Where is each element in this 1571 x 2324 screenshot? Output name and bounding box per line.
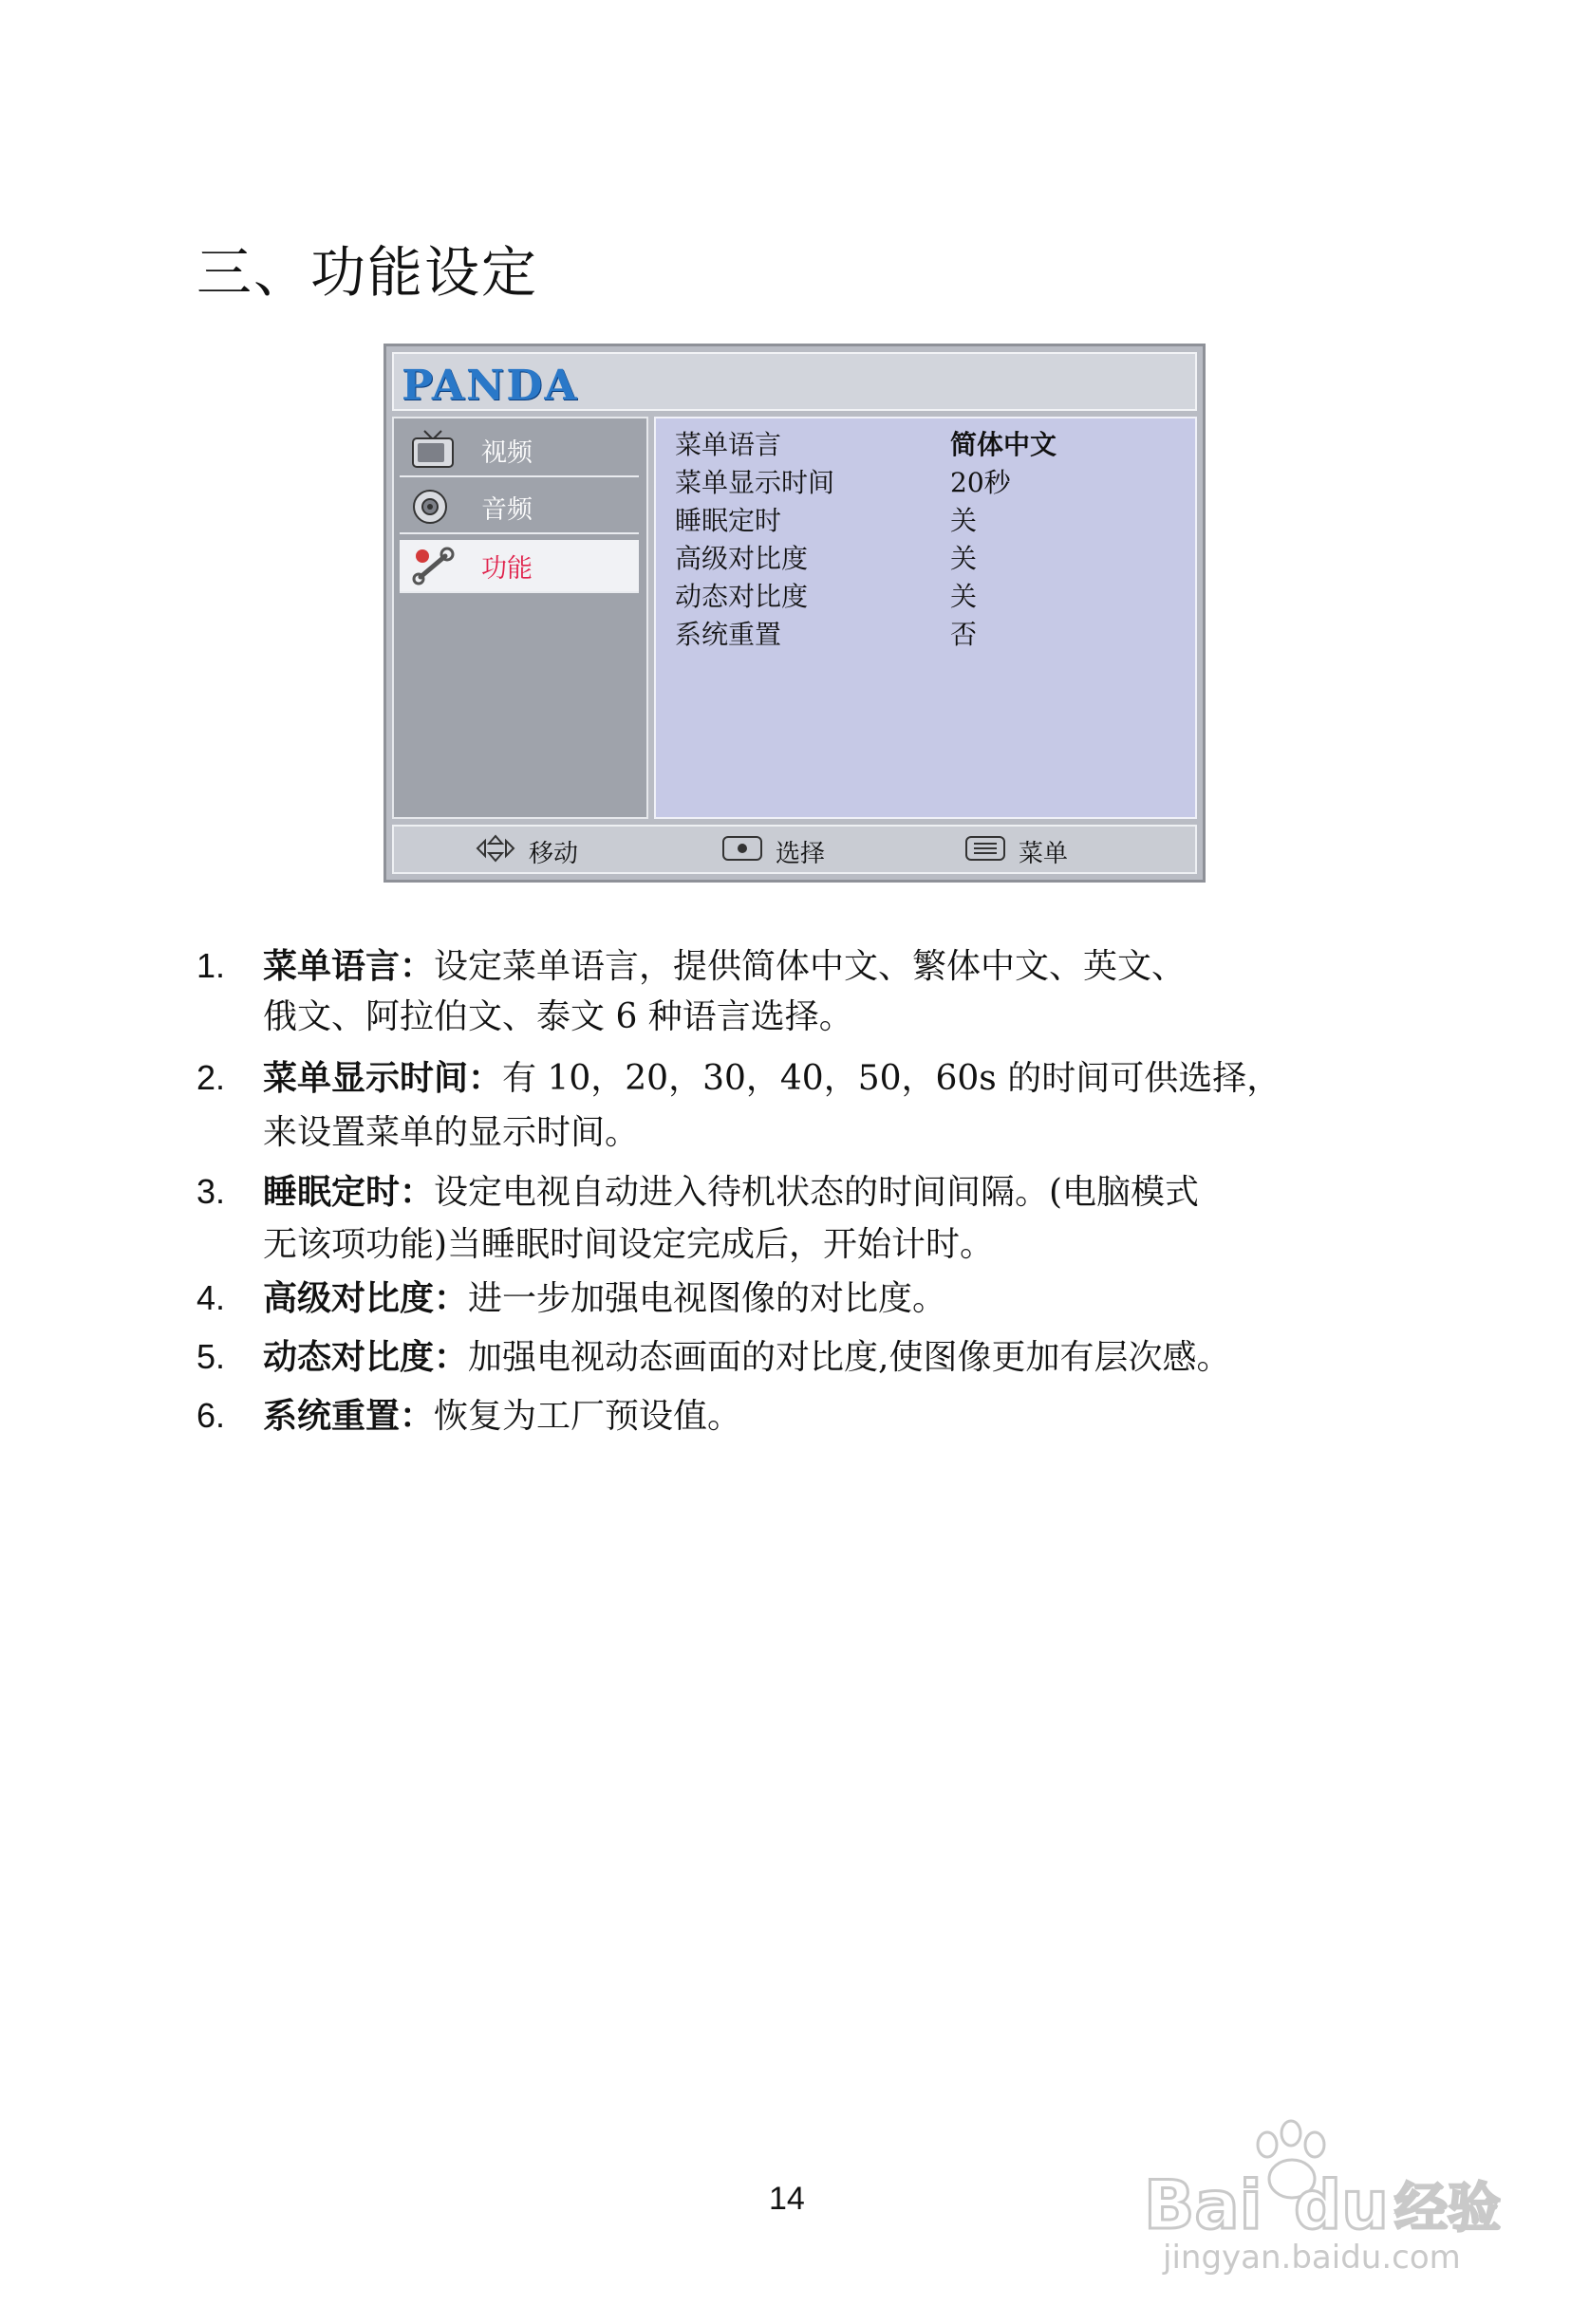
item-number: 3. <box>196 1172 226 1211</box>
menu-icon <box>963 834 1007 869</box>
setting-label: 菜单显示时间 <box>675 467 835 498</box>
speaker-icon <box>407 486 458 528</box>
side-item-audio[interactable] <box>400 481 639 534</box>
list-item-1-continuation: 俄文、阿拉伯文、泰文 6 种语言选择。 <box>263 997 853 1036</box>
osd-footer <box>392 825 1197 874</box>
setting-value: 简体中文 <box>950 429 1057 460</box>
svg-text:经验: 经验 <box>1394 2178 1501 2240</box>
item-text: 有 10，20，30，40，50，60s 的时间可供选择， <box>502 1059 1281 1098</box>
setting-value: 20秒 <box>950 467 1011 498</box>
footer-label: 菜单 <box>1019 840 1069 868</box>
item-number: 4. <box>196 1278 226 1317</box>
panda-logo: PANDA <box>402 362 579 410</box>
footer-move <box>474 834 578 869</box>
item-number: 2. <box>196 1058 226 1097</box>
svg-text:Bai: Bai <box>1144 2166 1262 2244</box>
list-item-2 <box>196 1051 1281 1106</box>
setting-value: 关 <box>950 543 978 574</box>
item-text: 恢复为工厂预设值。 <box>434 1397 742 1436</box>
setting-label: 睡眠定时 <box>675 505 782 536</box>
tv-osd-screenshot <box>383 344 1206 883</box>
setting-value: 关 <box>950 505 978 536</box>
list-item-2-continuation: 来设置菜单的显示时间。 <box>263 1113 640 1152</box>
setting-row-dynamic-contrast[interactable] <box>675 576 977 612</box>
svg-text:du: du <box>1294 2166 1389 2244</box>
osd-side-menu <box>392 417 648 819</box>
side-item-video[interactable] <box>400 424 639 477</box>
setting-label: 动态对比度 <box>675 581 809 612</box>
setting-label: 系统重置 <box>675 619 782 650</box>
setting-value: 关 <box>950 581 978 612</box>
footer-label: 移动 <box>529 840 579 868</box>
side-item-label: 功能 <box>481 553 533 584</box>
setting-row-menu-language[interactable] <box>675 424 1057 460</box>
setting-row-system-reset[interactable] <box>675 614 977 650</box>
list-item-3-continuation: 无该项功能)当睡眠时间设定完成后，开始计时。 <box>263 1225 995 1264</box>
watermark-url: jingyan.baidu.com <box>1163 2239 1461 2277</box>
select-button-icon <box>720 834 764 869</box>
setting-row-sleep-timer[interactable] <box>675 500 977 536</box>
setting-row-menu-display-time[interactable] <box>675 462 1011 498</box>
item-text: 加强电视动态画面的对比度,使图像更加有层次感。 <box>468 1338 1231 1377</box>
item-term: 菜单显示时间： <box>263 1059 503 1098</box>
osd-settings-panel <box>654 417 1197 819</box>
tools-icon <box>407 545 458 586</box>
side-item-label: 音频 <box>481 494 533 525</box>
item-text: 进一步加强电视图像的对比度。 <box>468 1279 947 1318</box>
setting-label: 高级对比度 <box>675 543 809 574</box>
osd-header <box>392 352 1197 411</box>
list-item-3 <box>196 1165 1199 1219</box>
item-number: 1. <box>196 946 226 985</box>
section-title: 三、功能设定 <box>196 240 539 305</box>
item-text: 设定电视自动进入待机状态的时间间隔。(电脑模式 <box>434 1173 1200 1212</box>
setting-label: 菜单语言 <box>675 429 782 460</box>
item-number: 5. <box>196 1337 226 1376</box>
list-item-5 <box>196 1330 1230 1385</box>
item-term: 动态对比度： <box>263 1338 469 1377</box>
item-number: 6. <box>196 1396 226 1435</box>
footer-label: 选择 <box>776 840 826 868</box>
arrows-icon <box>474 834 517 869</box>
item-term: 系统重置： <box>263 1397 435 1436</box>
list-item-4 <box>196 1272 946 1326</box>
page-number: 14 <box>769 2181 805 2217</box>
footer-menu <box>963 834 1068 869</box>
setting-row-advanced-contrast[interactable] <box>675 538 977 574</box>
footer-select <box>720 834 825 869</box>
setting-value: 否 <box>950 619 978 650</box>
list-item-1 <box>196 939 1186 994</box>
side-item-function[interactable] <box>400 540 639 593</box>
tv-icon <box>407 429 458 471</box>
item-text: 设定菜单语言，提供简体中文、繁体中文、英文、 <box>434 947 1187 986</box>
baidu-jingyan-watermark <box>1125 2116 1514 2278</box>
item-term: 高级对比度： <box>263 1279 469 1318</box>
item-term: 睡眠定时： <box>263 1173 435 1212</box>
list-item-6 <box>196 1389 741 1443</box>
item-term: 菜单语言： <box>263 947 435 986</box>
side-item-label: 视频 <box>481 437 533 468</box>
